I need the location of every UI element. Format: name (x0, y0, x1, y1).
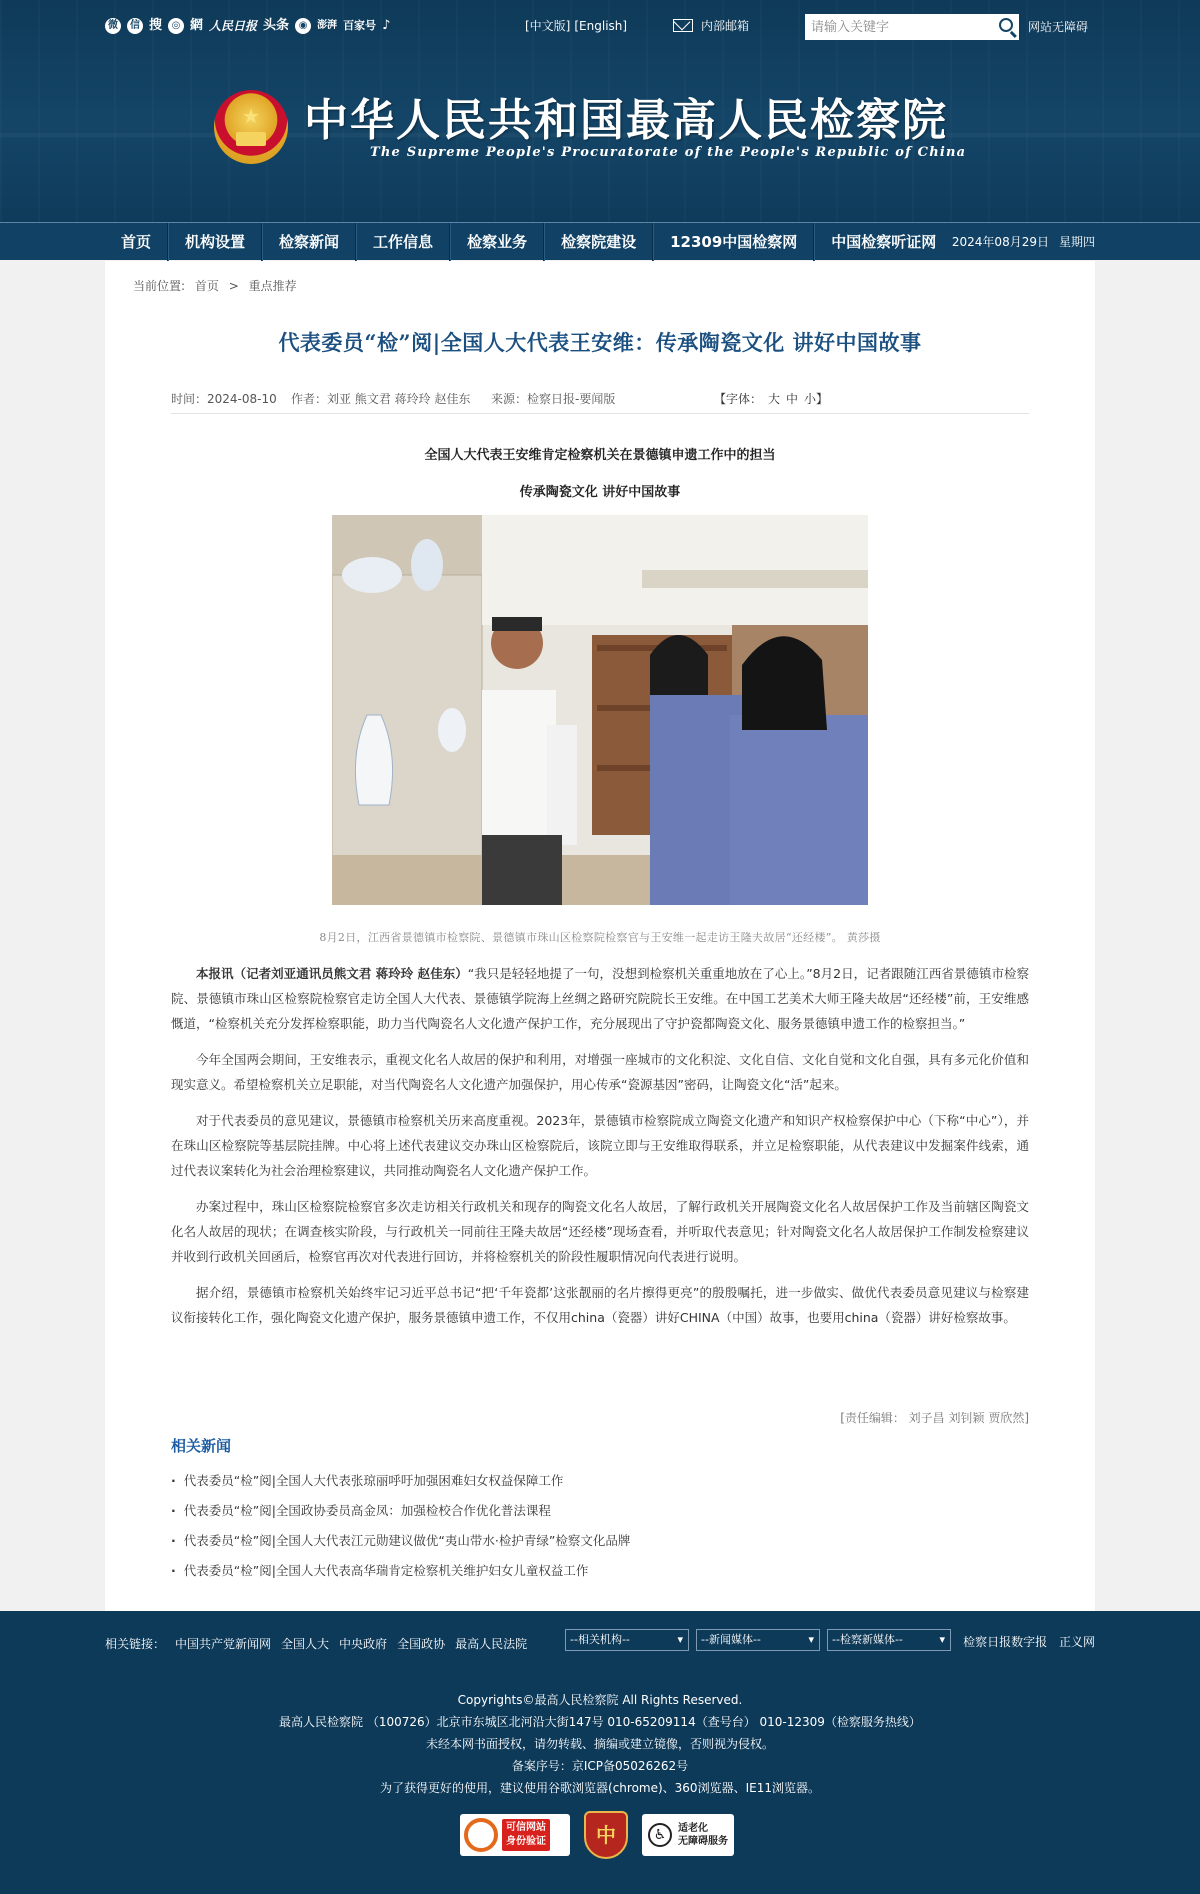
trusted-site-badge[interactable] (460, 1814, 570, 1856)
footer-link-npc[interactable]: 全国人大 (281, 1636, 330, 1651)
article-meta (171, 390, 1029, 414)
footer-link-gov[interactable]: 中央政府 (339, 1636, 388, 1651)
weibo-icon[interactable]: 微 (105, 18, 121, 34)
footer-links-label: 相关链接： (105, 1636, 166, 1651)
article-body (171, 961, 1029, 1341)
footer-copyright (0, 1689, 1200, 1799)
responsible-editor: [责任编辑： 刘子昌 刘钊颖 贾欣然] (840, 1411, 1029, 1425)
wechat-icon[interactable]: 信 (127, 18, 143, 34)
weekday-text: 星期四 (1058, 235, 1095, 249)
news-media-select[interactable]: --新闻媒体-- ▾ (696, 1629, 820, 1651)
related-item[interactable]: · 代表委员“检”阅|全国政协委员高金凤：加强检校合作优化普法课程 (171, 1496, 1029, 1526)
douyin-icon[interactable]: ♪ (382, 18, 391, 33)
font-size-controls (711, 390, 831, 407)
article-photo (332, 515, 868, 905)
trust-ring-icon (464, 1818, 498, 1852)
nav-item-home[interactable]: 首页 (105, 223, 168, 261)
browser-text: 为了获得更好的使用，建议使用谷歌浏览器(chrome)、360浏览器、IE11浏览器。 (380, 1781, 820, 1795)
nav-item-news[interactable]: 检察新闻 (262, 223, 356, 261)
mail-label: 内部邮箱 (701, 19, 750, 33)
font-large-button[interactable]: 大 (768, 392, 781, 406)
social-links (105, 17, 390, 35)
accessibility-link[interactable]: 网站无障碍 (1028, 20, 1089, 34)
footer-badges (460, 1811, 734, 1859)
breadcrumb-prefix: 当前位置: (133, 279, 186, 293)
paragraph-1-text: “我只是轻轻地提了一句，没想到检察机关重重地放在了心上。”8月2日，记者跟随江西省景德镇市检察院、景德镇市珠山区检察院检察官走访全国人大代表、景德镇学院海上丝绸之路研究院院长王安维。在中国工艺美术大师王隆夫故居“还经楼”前，王安维感慨道，“检察机关充分发挥检察职能，助力当代陶瓷名人文化遗产保护工作，充分展现出了守护瓷都陶瓷文化、服务景德镇申遗工作的检察担当。” (171, 966, 1029, 1031)
article-subtitle-2: 传承陶瓷文化 讲好中国故事 (519, 485, 681, 500)
baijiahao-icon[interactable]: 百家号 (343, 19, 377, 32)
main-nav (0, 222, 1200, 260)
paragraph-4: 办案过程中，珠山区检察院检察官多次走访相关行政机关和现存的陶瓷文化名人故居，了解行政机关开展陶瓷文化名人故居保护工作及当前辖区陶瓷文化名人故居的现状；在调查核实阶段，与行政机关一同前往王隆夫故居“还经楼”现场查看，并听取代表意见；针对陶瓷文化名人故居保护工作制发检察建议并收到行政机关回函后，检察官再次对代表进行回访，并将检察机关的阶段性履职情况向代表进行说明。 (171, 1199, 1029, 1264)
national-emblem-icon (214, 90, 288, 164)
paragraph-1 (171, 961, 1029, 1036)
gov-seal-icon: 中 (596, 1823, 616, 1847)
nav-item-construction[interactable]: 检察院建设 (544, 223, 653, 261)
envelope-icon (673, 19, 693, 32)
search-icon[interactable] (999, 18, 1013, 32)
lead-byline: 本报讯（记者刘亚通讯员熊文君 蒋玲玲 赵佳东） (196, 966, 468, 981)
site-header (0, 0, 1200, 222)
date-text: 2024年08月29日 (951, 235, 1049, 249)
footer-link-cpc-news[interactable]: 中国共产党新闻网 (175, 1636, 272, 1651)
article-source: 来源：检察日报-要闻版 (491, 392, 616, 406)
related-list (171, 1466, 1029, 1586)
mail-link[interactable] (673, 17, 749, 34)
language-switch (525, 17, 631, 34)
footer-link-digital-paper[interactable]: 检察日报数字报 (963, 1635, 1048, 1649)
breadcrumb-separator: > (228, 279, 239, 293)
sohu-icon[interactable]: 搜 (149, 18, 163, 33)
netease-icon[interactable]: ◎ (168, 18, 184, 34)
photo-illustration (332, 515, 868, 905)
article-container (105, 261, 1095, 1611)
site-logo[interactable] (214, 90, 966, 164)
article-authors: 作者：刘亚 熊文君 蒋玲玲 赵佳东 (291, 392, 471, 406)
address-text: 最高人民检察院 （100726）北京市东城区北河沿大街147号 010-65209114（查号台） 010-12309（检察服务热线） (279, 1715, 921, 1729)
footer-link-zhengyi[interactable]: 正义网 (1058, 1635, 1095, 1649)
article-subtitle-1: 全国人大代表王安维肯定检察机关在景德镇申遗工作中的担当 (424, 448, 776, 463)
nav-item-organization[interactable]: 机构设置 (168, 223, 262, 261)
nav-item-12309[interactable]: 12309中国检察网 (653, 223, 814, 261)
related-orgs-select[interactable]: --相关机构-- ▾ (565, 1629, 689, 1651)
site-title-cn: 中华人民共和国最高人民检察院 (304, 94, 948, 146)
party-gov-badge[interactable] (584, 1811, 628, 1859)
article-time: 时间：2024-08-10 (171, 392, 277, 406)
toutiao-icon[interactable]: 头条 (263, 18, 290, 33)
footer-link-cppcc[interactable]: 全国政协 (397, 1636, 446, 1651)
current-date (942, 223, 1095, 261)
breadcrumb (133, 277, 303, 294)
breadcrumb-home[interactable]: 首页 (194, 279, 219, 293)
footer-right-links (955, 1633, 1095, 1650)
font-small-button[interactable]: 小】 (804, 392, 829, 406)
nav-item-work-info[interactable]: 工作信息 (356, 223, 450, 261)
nav-item-hearing[interactable]: 中国检察听证网 (814, 223, 952, 261)
related-item[interactable]: · 代表委员“检”阅|全国人大代表张琼丽呼吁加强困难妇女权益保障工作 (171, 1466, 1029, 1496)
accessibility-badge[interactable] (642, 1814, 734, 1856)
baidu-icon[interactable]: ◉ (295, 18, 311, 34)
wheelchair-icon: ♿ (648, 1823, 672, 1847)
icp-text[interactable]: 备案序号：京ICP备05026262号 (511, 1759, 689, 1773)
new-media-select[interactable]: --检察新媒体-- ▾ (827, 1629, 951, 1651)
related-news (171, 1435, 1029, 1586)
related-heading: 相关新闻 (171, 1437, 232, 1455)
related-item[interactable]: · 代表委员“检”阅|全国人大代表高华瑞肯定检察机关维护妇女儿童权益工作 (171, 1556, 1029, 1586)
thepaper-icon[interactable]: 澎湃 (317, 20, 338, 31)
top-bar (105, 14, 1095, 38)
netease-link[interactable]: 網 (190, 18, 204, 33)
logo-text (304, 95, 966, 160)
font-medium-button[interactable]: 中 (786, 392, 799, 406)
site-title-en: The Supreme People's Procuratorate of the People's Republic of China (370, 144, 967, 160)
nav-list (105, 223, 952, 261)
copyright-text: Copyrights©最高人民检察院 All Rights Reserved. (457, 1693, 743, 1707)
search-input[interactable] (805, 15, 985, 39)
paragraph-3: 对于代表委员的意见建议，景德镇市检察机关历来高度重视。2023年，景德镇市检察院成立陶瓷文化遗产和知识产权检察保护中心（下称“中心”），并在珠山区检察院等基层院挂牌。中心将上述代表建议交办珠山区检察院后，该院立即与王安维取得联系，并立足检察职能，从代表建议中发掘案件线索，通过代表议案转化为社会治理检察建议，共同推动陶瓷名人文化遗产保护工作。 (171, 1113, 1029, 1178)
paragraph-5: 据介绍，景德镇市检察机关始终牢记习近平总书记“把‘千年瓷都’这张靓丽的名片擦得更亮”的殷殷嘱托，进一步做实、做优代表委员意见建议与检察建议衔接转化工作，强化陶瓷文化遗产保护，服务景德镇申遗工作，不仅用china（瓷器）讲好CHINA（中国）故事，也要用china（瓷器）讲好检察故事。 (171, 1285, 1029, 1325)
nav-item-business[interactable]: 检察业务 (450, 223, 544, 261)
photo-caption: 8月2日，江西省景德镇市检察院、景德镇市珠山区检察院检察官与王安维一起走访王隆夫故居“还经楼”。 黄莎摄 (319, 931, 881, 944)
trusted-site-label: 可信网站 身份验证 (502, 1819, 550, 1851)
notice-text: 未经本网书面授权，请勿转载、摘编或建立镜像，否则视为侵权。 (425, 1737, 774, 1751)
lang-en-link[interactable]: [English] (574, 19, 628, 33)
search-box (805, 14, 1019, 40)
accessibility-badge-label: 适老化 无障碍服务 (678, 1823, 728, 1847)
site-footer (0, 1611, 1200, 1894)
breadcrumb-section[interactable]: 重点推荐 (248, 279, 297, 293)
lang-cn-link[interactable]: [中文版] (525, 19, 571, 33)
footer-link-court[interactable]: 最高人民法院 (455, 1636, 528, 1651)
article-title: 代表委员“检”阅|全国人大代表王安维：传承陶瓷文化 讲好中国故事 (278, 330, 922, 355)
font-label: 【字体： (714, 392, 763, 406)
related-item[interactable]: · 代表委员“检”阅|全国人大代表江元勋建议做优“夷山带水·检护青绿”检察文化品牌 (171, 1526, 1029, 1556)
paragraph-2: 今年全国两会期间，王安维表示，重视文化名人故居的保护和利用，对增强一座城市的文化积淀、文化自信、文化自觉和文化自强，具有多元化价值和现实意义。希望检察机关立足职能，对当代陶瓷名人文化遗产加强保护，用心传承“瓷源基因”密码，让陶瓷文化“活”起来。 (171, 1052, 1029, 1092)
people-daily-icon[interactable]: 人民日报 (209, 19, 258, 33)
